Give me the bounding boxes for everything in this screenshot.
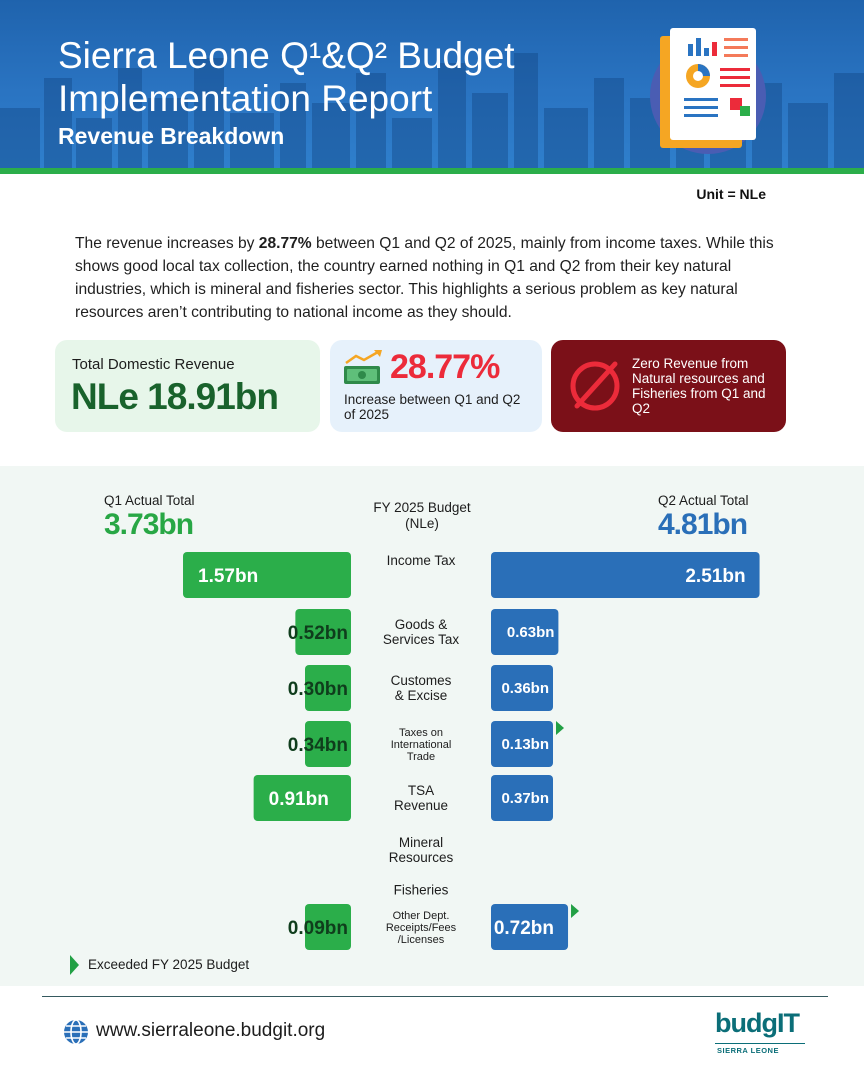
q2-bar-label: 2.51bn (685, 566, 746, 587)
category-label: Mineral (398, 835, 444, 851)
q2-bar-label: 0.36bn (501, 680, 549, 697)
category-label: Other Dept. (392, 909, 450, 922)
budgit-logo (715, 1008, 807, 1058)
intro-paragraph (75, 232, 795, 324)
category-label: Resources (388, 850, 454, 866)
page-title: Sierra Leone Q¹&Q² Budget Implementation Report (58, 35, 515, 119)
zero-revenue-text: Zero Revenue from Natural resources and Fisheries from Q1 and Q2 (632, 356, 766, 416)
category-label: Fisheries (393, 882, 449, 898)
footer-divider (42, 996, 828, 997)
unit-note: Unit = NLe (696, 186, 766, 202)
exceeded-budget-marker (571, 904, 579, 918)
intro-text-end: between Q1 and Q2 of 2025, mainly from income taxes. While this shows good local tax collection, the country earned nothing in Q1 and Q2 from their key natural industries, which is mineral and fisheries sector. This highlights a serious problem as key natural resources aren’t contributing to national income as they should. (75, 235, 774, 321)
q1-bar-label: 0.91bn (268, 789, 329, 810)
logo-subtitle: SIERRA LEONE (717, 1046, 779, 1055)
q2-bar-label: 0.63bn (506, 624, 555, 641)
q2-series-name: Q2 Actual Total (658, 493, 749, 508)
money-growth-icon (342, 350, 386, 386)
exceeded-budget-marker (556, 721, 564, 735)
category-label: International (390, 738, 452, 751)
category-label: Receipts/Fees (385, 921, 457, 934)
category-label: Income Tax (386, 553, 456, 568)
header-divider (0, 168, 864, 174)
category-label: & Excise (394, 688, 448, 704)
category-label: Trade (406, 750, 436, 763)
category-label: TSA (407, 783, 435, 799)
q1-bar-label: 0.30bn (287, 679, 348, 700)
q2-bar-label: 0.72bn (493, 918, 555, 939)
intro-highlight: 28.77% (258, 235, 312, 252)
q2-total-value: 4.81bn (658, 508, 748, 541)
q1-bar-label: 0.34bn (287, 735, 348, 756)
legend-exceeded-label: Exceeded FY 2025 Budget (88, 957, 250, 972)
page-subtitle: Revenue Breakdown (58, 123, 285, 149)
q1-bar-label: 0.09bn (287, 918, 348, 939)
category-label: /Licenses (397, 933, 445, 946)
increase-description: Increase between Q1 and Q2 of 2025 (344, 392, 521, 422)
q1-bar-label: 1.57bn (198, 566, 259, 587)
intro-text-start: The revenue increases by (75, 235, 259, 252)
header-banner (0, 0, 864, 168)
q1-bar-label: 0.52bn (287, 623, 348, 644)
increase-percent: 28.77% (390, 348, 500, 386)
category-label: Customes (390, 673, 452, 689)
q2-bar-label: 0.13bn (501, 736, 549, 753)
increase-card (330, 340, 542, 432)
q2-bar-label: 0.37bn (501, 790, 549, 807)
category-label: Revenue (393, 798, 449, 814)
category-label: Services Tax (382, 632, 460, 648)
no-revenue-icon (565, 356, 625, 416)
category-label: Taxes on (398, 726, 444, 739)
chart-title: FY 2025 Budget (NLe) (373, 500, 471, 531)
logo-rule (715, 1043, 805, 1044)
total-revenue-label: Total Domestic Revenue (72, 356, 235, 373)
q1-series-name: Q1 Actual Total (104, 493, 195, 508)
q1-total-value: 3.73bn (104, 508, 194, 541)
total-revenue-value: NLe 18.91bn (71, 376, 278, 417)
category-label: Goods & (394, 617, 448, 633)
globe-icon (62, 1018, 90, 1046)
zero-revenue-card (551, 340, 786, 432)
total-revenue-card (55, 340, 320, 432)
revenue-butterfly-chart (0, 540, 864, 950)
exceeded-marker-icon (70, 955, 79, 975)
website-link[interactable]: www.sierraleone.budgit.org (96, 1020, 326, 1041)
logo-wordmark: budgIT (715, 1008, 799, 1038)
report-document-icon (648, 26, 778, 156)
